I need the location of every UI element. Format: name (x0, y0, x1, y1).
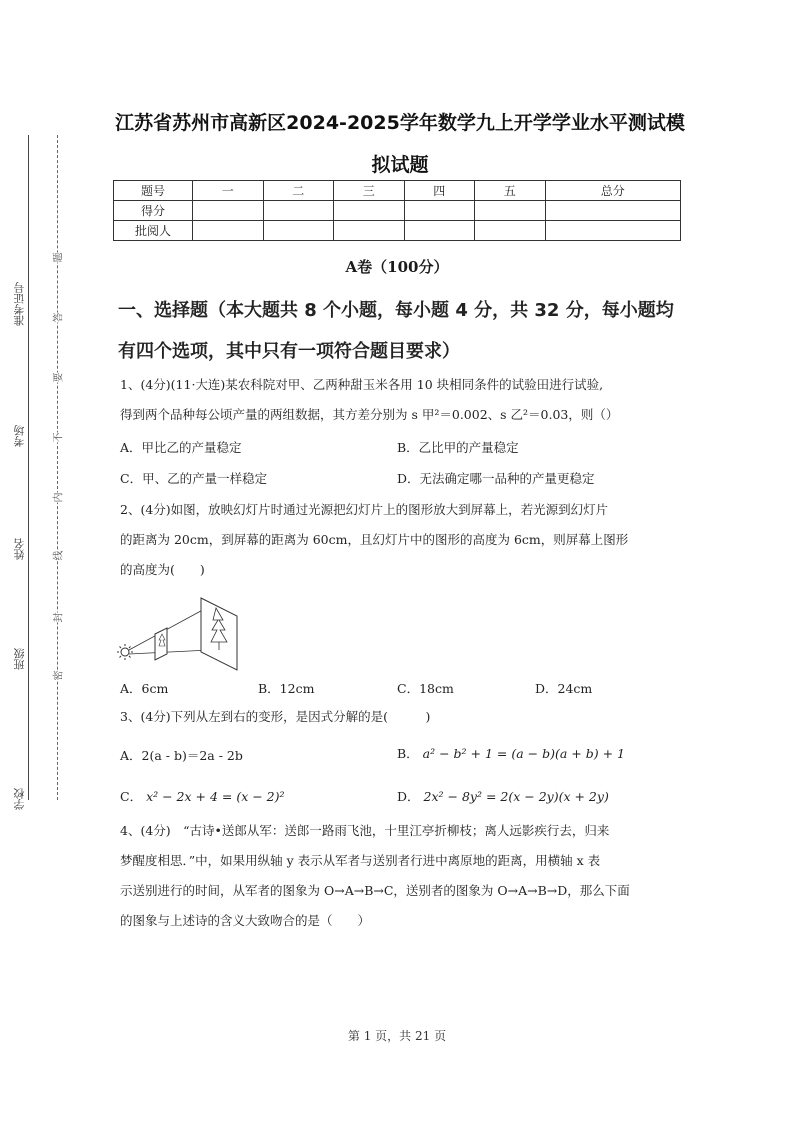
q1-option-c[interactable]: C．甲、乙的产量一样稳定 (120, 471, 268, 486)
score-header-cell: 三 (334, 181, 405, 201)
volume-label: A卷（100分） (345, 258, 449, 276)
score-cell (475, 201, 546, 221)
section-heading-line1: 一、选择题（本大题共 8 个小题，每小题 4 分，共 32 分，每小题均 (118, 300, 674, 321)
q3-option-b-formula: a² − b² + 1 = (a − b)(a + b) + 1 (422, 746, 625, 761)
field-exam-number: 准考证号 (13, 282, 26, 326)
score-header-cell: 总分 (545, 181, 681, 201)
question-1-line2: 得到两个品种每公顷产量的两组数据，其方差分别为 s 甲²＝0.002、s 乙²＝0.03，则（） (120, 407, 619, 422)
score-header-cell: 五 (475, 181, 546, 201)
question-2-line1: 2、(4分)如图，放映幻灯片时通过光源把幻灯片上的图形放大到屏幕上，若光源到幻灯片 (120, 502, 609, 517)
q3-option-b-label: B． (397, 746, 419, 761)
score-table-header-row (114, 181, 681, 201)
seal-char: 线 (50, 551, 65, 561)
score-cell (475, 221, 546, 241)
seal-char: 密 (50, 671, 65, 681)
binding-line-outer (28, 135, 29, 800)
score-cell (545, 201, 681, 221)
seal-char: 不 (50, 433, 65, 443)
score-row-label: 得分 (114, 201, 193, 221)
score-cell (193, 201, 264, 221)
page-footer: 第 1 页，共 21 页 (347, 1029, 447, 1043)
question-3-text: 3、(4分)下列从左到右的变形，是因式分解的是( ) (120, 709, 431, 724)
question-2-line2: 的距离为 20cm，到屏幕的距离为 60cm，且幻灯片中的图形的高度为 6cm，则屏幕上图形 (120, 532, 629, 547)
q2-option-a[interactable]: A．6cm (120, 681, 169, 696)
binding-line-dashed (57, 135, 58, 800)
question-1-text (120, 370, 618, 430)
question-4-line4: 的图象与上述诗的含义大致吻合的是（ ） (120, 913, 371, 928)
exam-title-line2: 拟试题 (371, 154, 429, 176)
score-header-cell: 二 (263, 181, 334, 201)
q3-option-d[interactable] (397, 787, 609, 805)
score-header-cell: 一 (193, 181, 264, 201)
q3-option-a[interactable]: A．2(a - b)＝2a - 2b (120, 748, 243, 763)
score-header-cell: 四 (404, 181, 475, 201)
question-2-text (120, 495, 628, 585)
seal-char: 要 (50, 373, 65, 383)
section-heading-line2: 有四个选项，其中只有一项符合题目要求） (118, 341, 460, 362)
seal-char: 封 (50, 613, 65, 623)
field-school: 学校 (13, 788, 26, 810)
seal-char: 答 (50, 313, 65, 323)
score-cell (545, 221, 681, 241)
q3-option-c-formula: x² − 2x + 4 = (x − 2)² (146, 789, 285, 804)
q2-option-d[interactable]: D．24cm (535, 681, 593, 696)
q1-option-d[interactable]: D．无法确定哪一品种的产量更稳定 (397, 471, 595, 486)
projection-rays (129, 606, 210, 654)
q2-option-c[interactable]: C．18cm (397, 681, 454, 696)
q3-option-d-formula: 2x² − 8y² = 2(x − 2y)(x + 2y) (423, 789, 609, 804)
score-table-row (114, 221, 681, 241)
question-4-text (120, 816, 630, 936)
score-cell (263, 201, 334, 221)
score-cell (334, 201, 405, 221)
seal-char: 内 (50, 493, 65, 503)
score-cell (404, 221, 475, 241)
question-2-line3: 的高度为( ) (120, 562, 205, 577)
score-header-cell: 题号 (114, 181, 193, 201)
question-4-line1: 4、(4分) “古诗•送郎从军：送郎一路雨飞池，十里江亭折柳枝；离人远影疾行去，归来 (120, 823, 610, 838)
q1-option-b[interactable]: B．乙比甲的产量稳定 (397, 440, 519, 455)
score-cell (193, 221, 264, 241)
binding-margin (0, 0, 75, 1123)
score-row-label: 批阅人 (114, 221, 193, 241)
q3-option-d-label: D． (397, 789, 420, 804)
exam-title-line1: 江苏省苏州市高新区2024-2025学年数学九上开学学业水平测试模 (115, 112, 685, 134)
question-4-line3: 示送别进行的时间，从军者的图象为 O→A→B→C，送别者的图象为 O→A→B→D，那么下面 (120, 883, 630, 898)
slide-frame (155, 628, 167, 660)
q3-option-c[interactable] (120, 787, 285, 805)
q1-option-a[interactable]: A．甲比乙的产量稳定 (120, 440, 242, 455)
q3-option-c-label: C． (120, 789, 143, 804)
field-class: 班级 (13, 648, 26, 670)
light-source-icon (117, 644, 133, 660)
score-cell (263, 221, 334, 241)
field-exam-room: 考场 (13, 425, 26, 447)
score-table (113, 180, 681, 241)
question-4-line2: 梦醒度相思．”中，如果用纵轴 y 表示从军者与送别者行进中离原地的距离，用横轴 x 表 (120, 853, 601, 868)
q2-option-b[interactable]: B．12cm (258, 681, 315, 696)
q3-option-b[interactable] (397, 744, 625, 762)
projection-figure (115, 588, 245, 674)
score-cell (404, 201, 475, 221)
score-cell (334, 221, 405, 241)
field-name: 姓名 (13, 538, 26, 560)
seal-char: 题 (50, 253, 65, 263)
score-table-row (114, 201, 681, 221)
question-1-line1: 1、(4分)(11·大连)某农科院对甲、乙两种甜玉米各用 10 块相同条件的试验田进行试验, (120, 377, 604, 392)
